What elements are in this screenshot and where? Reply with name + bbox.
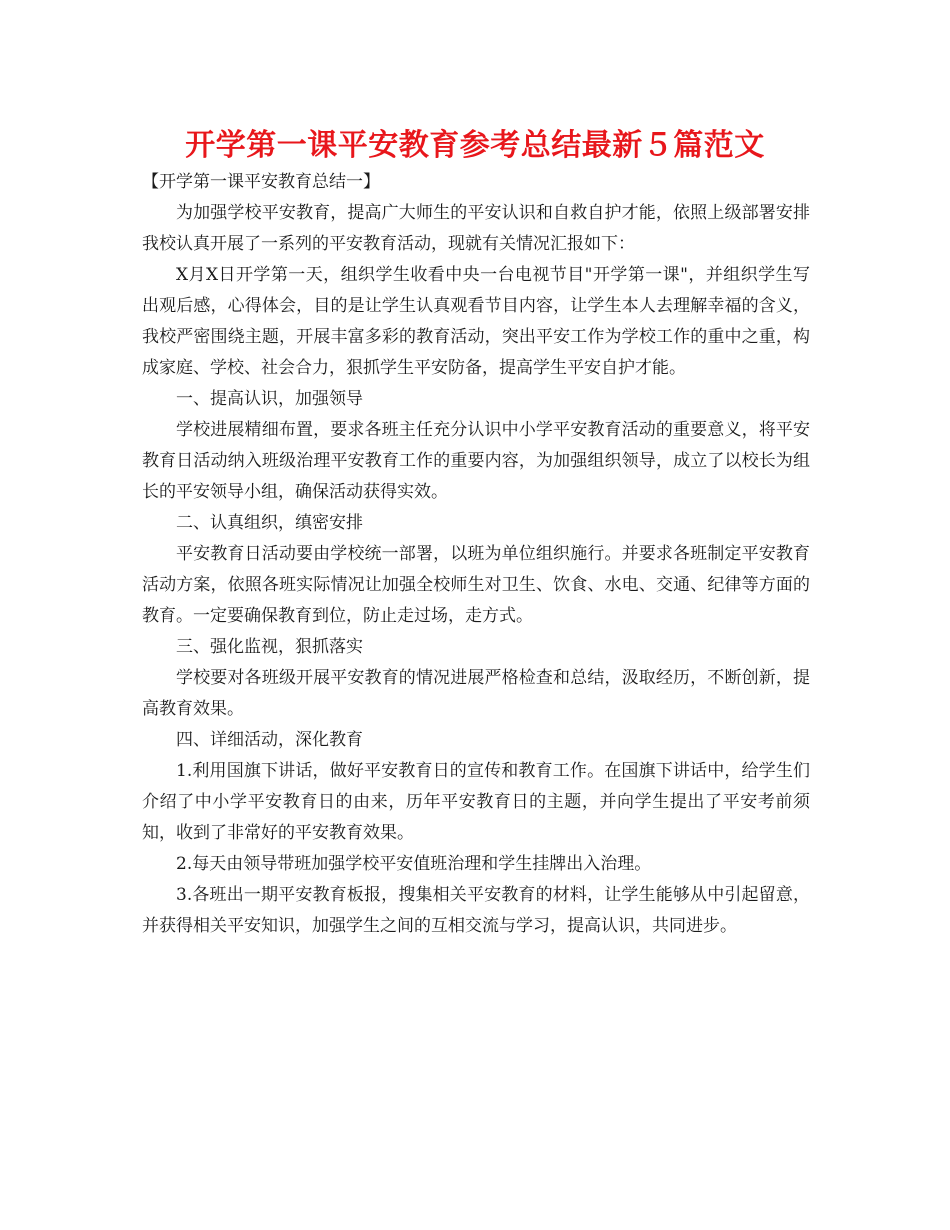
list-item-3: 3.各班出一期平安教育板报，搜集相关平安教育的材料，让学生能够从中引起留意，并获得相关平安知识，加强学生之间的互相交流与学习，提高认识，共同进步。 xyxy=(142,885,810,936)
document-title: 开学第一课平安教育参考总结最新５篇范文 xyxy=(185,128,765,163)
subheading-two: 二、认真组织，缜密安排 xyxy=(176,513,363,533)
list-item-2: 2.每天由领导带班加强学校平安值班治理和学生挂牌出入治理。 xyxy=(176,854,652,874)
subheading-one: 一、提高认识，加强领导 xyxy=(176,389,363,409)
document-body xyxy=(142,167,810,942)
paragraph-organize: 平安教育日活动要由学校统一部署，以班为单位组织施行。并要求各班制定平安教育活动方案，依照各班实际情况让加强全校师生对卫生、饮食、水电、交通、纪律等方面的教育。一定要确保教育到位，防止走过场，走方式。 xyxy=(142,544,810,626)
paragraph-intro: 为加强学校平安教育，提高广大师生的平安认识和自救自护才能，依照上级部署安排我校认真开展了一系列的平安教育活动，现就有关情况汇报如下： xyxy=(142,203,810,254)
paragraph-first-day: X月X日开学第一天，组织学生收看中央一台电视节目"开学第一课"，并组织学生写出观后感，心得体会，目的是让学生认真观看节目内容，让学生本人去理解幸福的含义，我校严密围绕主题，开展丰富多彩的教育活动，突出平安工作为学校工作的重中之重，构成家庭、学校、社会合力，狠抓学生平安防备，提高学生平安自护才能。 xyxy=(142,265,810,378)
section-heading-summary-one: 【开学第一课平安教育总结一】 xyxy=(142,172,380,192)
subheading-three: 三、强化监视，狠抓落实 xyxy=(176,637,363,657)
paragraph-leadership: 学校进展精细布置，要求各班主任充分认识中小学平安教育活动的重要意义，将平安教育日活动纳入班级治理平安教育工作的重要内容，为加强组织领导，成立了以校长为组长的平安领导小组，确保活动获得实效。 xyxy=(142,420,810,502)
subheading-four: 四、详细活动，深化教育 xyxy=(176,730,363,750)
paragraph-supervision: 学校要对各班级开展平安教育的情况进展严格检查和总结，汲取经历，不断创新，提高教育效果。 xyxy=(142,668,810,719)
list-item-1: 1.利用国旗下讲话，做好平安教育日的宣传和教育工作。在国旗下讲话中，给学生们介绍了中小学平安教育日的由来，历年平安教育日的主题，并向学生提出了平安考前须知，收到了非常好的平安教育效果。 xyxy=(142,761,810,843)
